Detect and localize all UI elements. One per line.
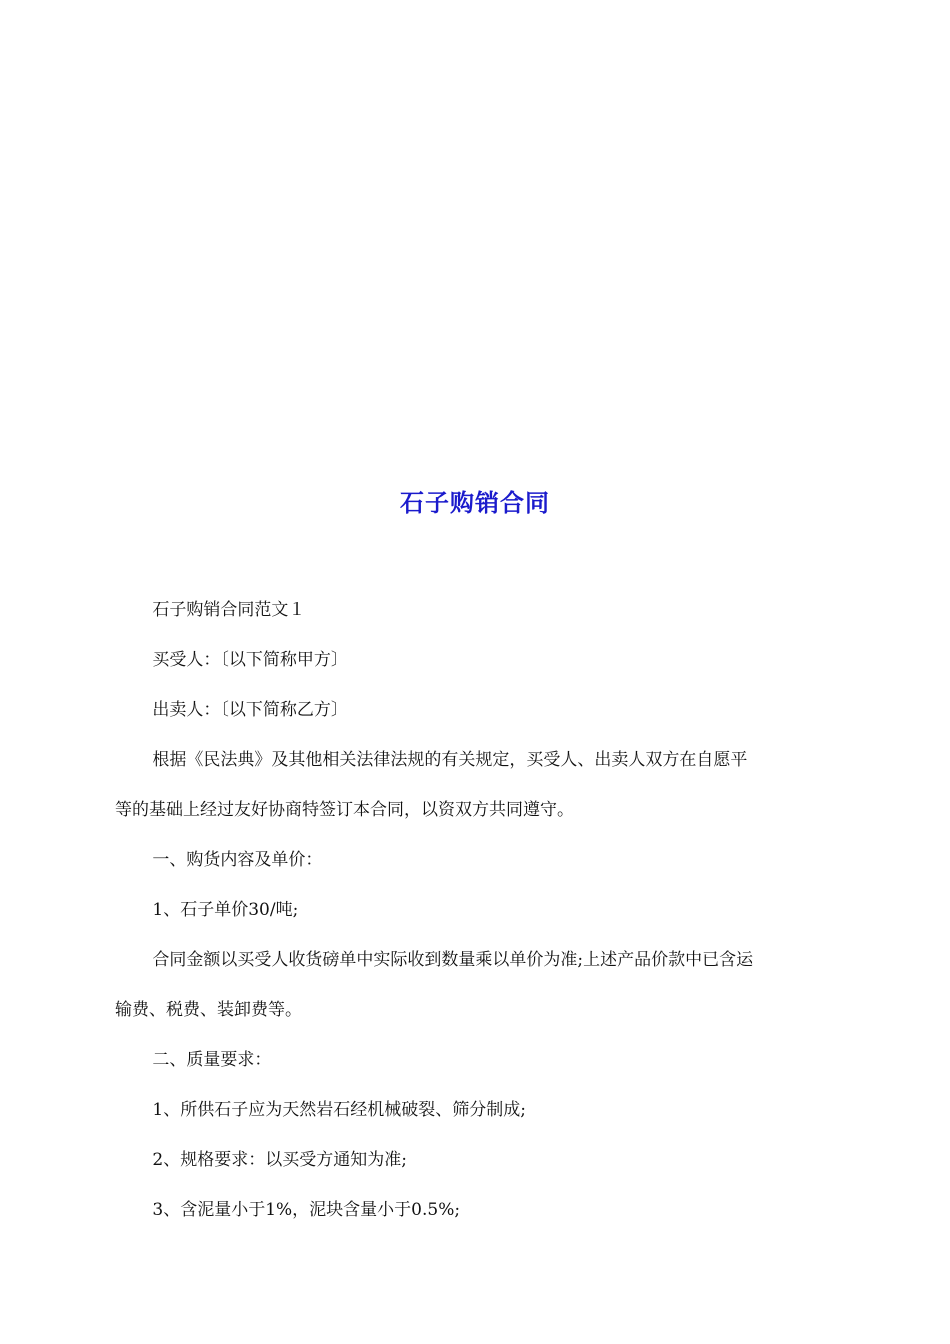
paragraph-contract-amount-line-2: 输费、税费、装卸费等。 [115,1000,302,1020]
paragraph-seller: 出卖人：〔以下简称乙方〕 [152,700,348,720]
clause-unit-price: 1、石子单价30/吨; [152,900,299,920]
section-heading-purchase-content: 一、购货内容及单价： [152,850,323,870]
clause-quality-2: 2、规格要求：以买受方通知为准; [152,1150,407,1170]
clause-quality-3: 3、含泥量小于1%，泥块含量小于0.5%; [152,1200,461,1220]
document-body [115,600,837,1250]
paragraph-preamble [115,750,837,820]
document-title: 石子购销合同 [400,489,550,517]
paragraph-contract-amount [115,950,837,1020]
paragraph-preamble-line-1: 根据《民法典》及其他相关法律法规的有关规定，买受人、出卖人双方在自愿平 [152,750,748,770]
clause-quality-1: 1、所供石子应为天然岩石经机械破裂、筛分制成; [152,1100,526,1120]
paragraph-template-name: 石子购销合同范文１ [152,600,306,620]
paragraph-preamble-line-2: 等的基础上经过友好协商特签订本合同，以资双方共同遵守。 [115,800,574,820]
paragraph-buyer: 买受人：〔以下简称甲方〕 [152,650,348,670]
paragraph-contract-amount-line-1: 合同金额以买受人收货磅单中实际收到数量乘以单价为准;上述产品价款中已含运 [152,950,754,970]
section-heading-quality: 二、质量要求： [152,1050,272,1070]
